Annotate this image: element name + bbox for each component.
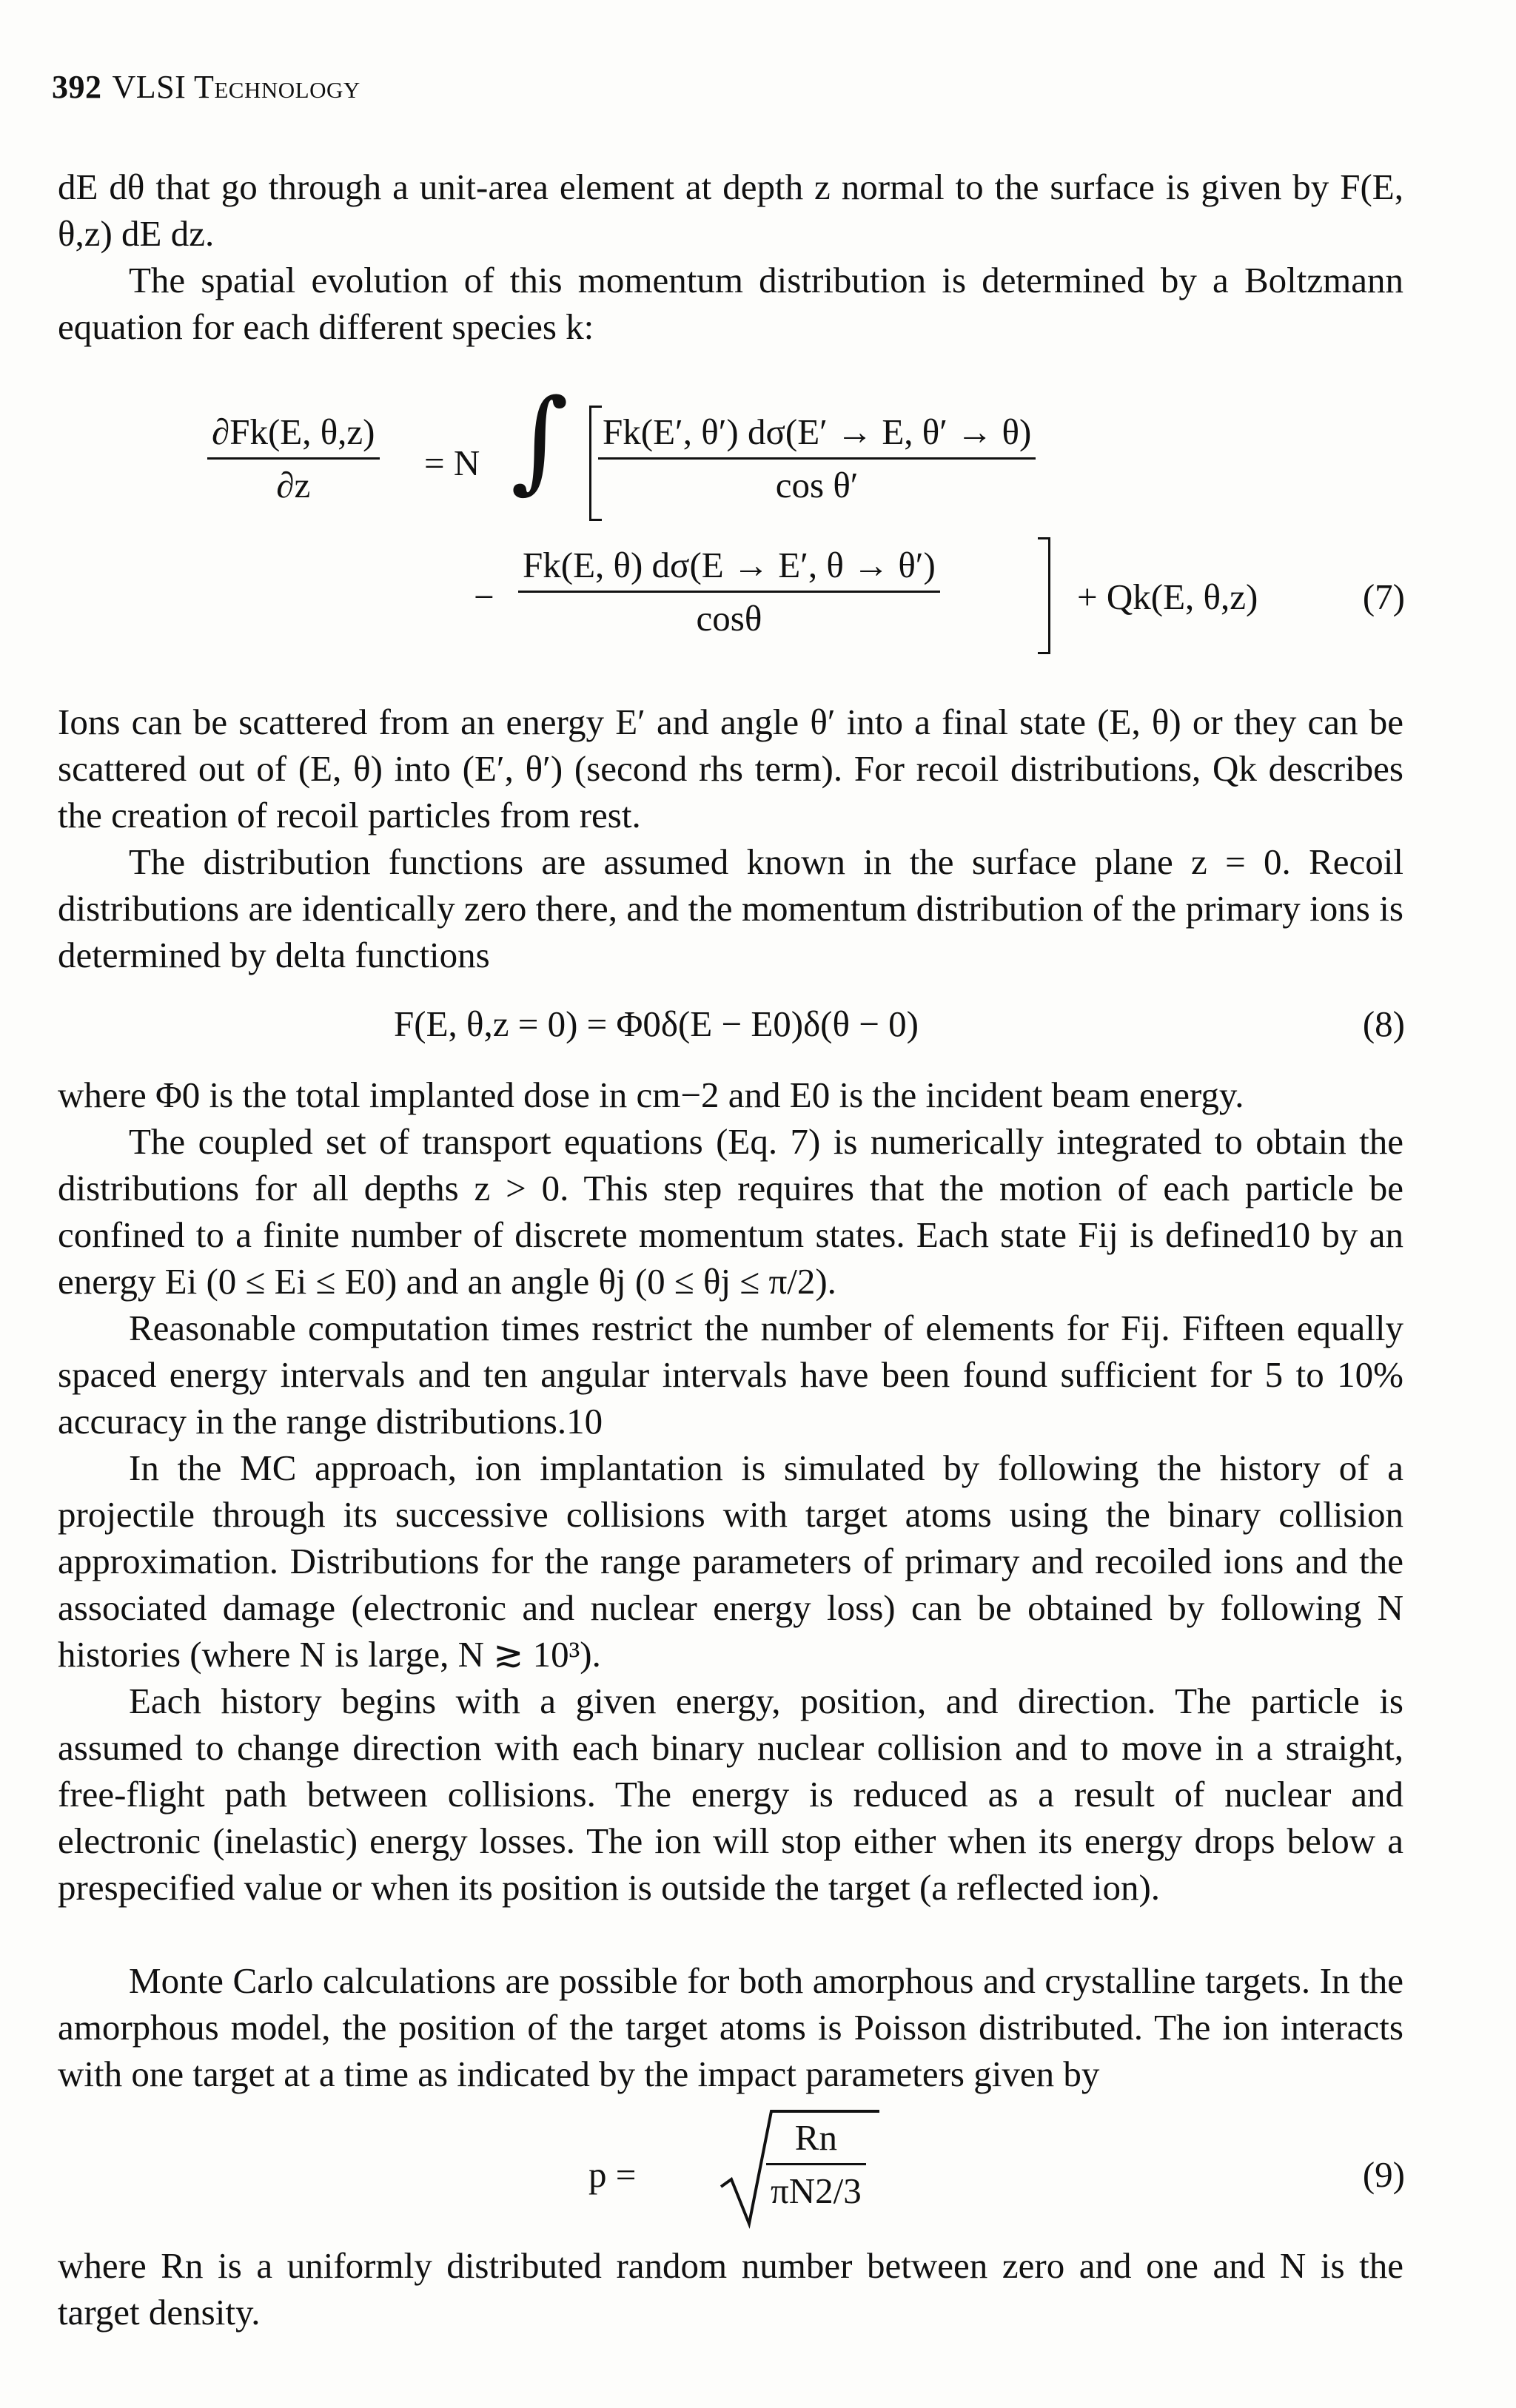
paragraph-6: The coupled set of transport equations (Eq. 7) is numerically integrated to obtain the distributions for all depths z > 0. This step requires that the motion of each particle be confined to a finite number of discrete momentum states. Each state Fij is defined10 by an energy Ei (0 ≤ Ei ≤ E0) and an angle θj (0 ≤ θj ≤ π/2). [58, 1121, 1403, 1302]
eq7-minus: − [474, 576, 494, 617]
eq7-term2: $\frac{Fk(E, \theta) d\sigma(E \to E', \theta \to \theta')}{\cos\theta}$ [518, 544, 940, 639]
paragraph-4: The distribution functions are assumed known in the surface plane z = 0. Recoil distributions are identically zero there, and the momentum distribution of the primary ions is determined by delta functions [58, 841, 1403, 975]
integral-sign: ∫ [511, 376, 569, 505]
eq7-number: (7) [1362, 576, 1405, 617]
eq7-term1: $\frac{Fk(E', \theta') d\sigma(E' \to E, \theta' \to \theta)}{\text{cos θ′}}$ [598, 411, 1036, 506]
paragraph-10: Monte Carlo calculations are possible for both amorphous and crystalline targets. In the amorphous model, the position of the target atoms is Poisson distributed. The ion interacts with one target at a time as indicated by the impact parameters given by [58, 1960, 1403, 2094]
page-number: 392 [52, 69, 102, 105]
paragraph-9: Each history begins with a given energy, position, and direction. The particle is assumed to change direction with each binary nuclear collision and to move in a straight, free-flight path between collisions. The energy is reduced as a result of nuclear and electronic (inelastic) energy losses. The ion will stop either when its energy drops below a prespecified value or when its position is outside the target (a reflected ion). [58, 1681, 1403, 1908]
equation-8: F(E, θ,z = 0) = Φ0δ(E − E0)δ(θ − 0) [394, 1003, 919, 1044]
eq9-lhs: p = [588, 2154, 637, 2195]
eq7-tail: + Qk(E, θ,z) [1077, 576, 1258, 617]
eq8-number: (8) [1362, 1003, 1405, 1044]
book-title: VLSI Technology [112, 69, 360, 105]
eq9-number: (9) [1362, 2154, 1405, 2195]
right-bracket [1038, 537, 1050, 654]
eq7-equals: = N [424, 443, 480, 483]
eq7-lhs: $\frac{\partial Fk(E, \theta,z)}{\partial z}$ [207, 411, 380, 506]
paragraph-11: where Rn is a uniformly distributed random number between zero and one and N is the target density. [58, 2245, 1403, 2333]
paragraph-8: In the MC approach, ion implantation is simulated by following the history of a projectile through its successive collisions with target atoms using the binary collision approximation. Distributions for the range parameters of primary and recoiled ions and the associated damage (electronic and nuclear energy loss) can be obtained by following N histories (where N is large, N ≳ 10³). [58, 1447, 1403, 1675]
paragraph-7: Reasonable computation times restrict the number of elements for Fij. Fifteen equally spaced energy intervals and ten angular intervals have been found sufficient for 5 to 10% accuracy in the range distributions.10 [58, 1308, 1403, 1442]
eq9-fraction: $\frac{Rn}{\pi N2/3}$ [766, 2116, 866, 2212]
paragraph-3: Ions can be scattered from an energy E′ and angle θ′ into a final state (E, θ) or they can be scattered out of (E, θ) into (E′, θ′) (second rhs term). For recoil distributions, Qk describes the creation of recoil particles from rest. [58, 702, 1403, 835]
running-header [52, 68, 360, 106]
paragraph-1: dE dθ that go through a unit-area element at depth z normal to the surface is given by F(E, θ,z) dE dz. [58, 167, 1403, 254]
paragraph-5: where Φ0 is the total implanted dose in cm−2 and E0 is the incident beam energy. [58, 1074, 1244, 1115]
paragraph-2: The spatial evolution of this momentum distribution is determined by a Boltzmann equation for each different species k: [58, 260, 1403, 347]
